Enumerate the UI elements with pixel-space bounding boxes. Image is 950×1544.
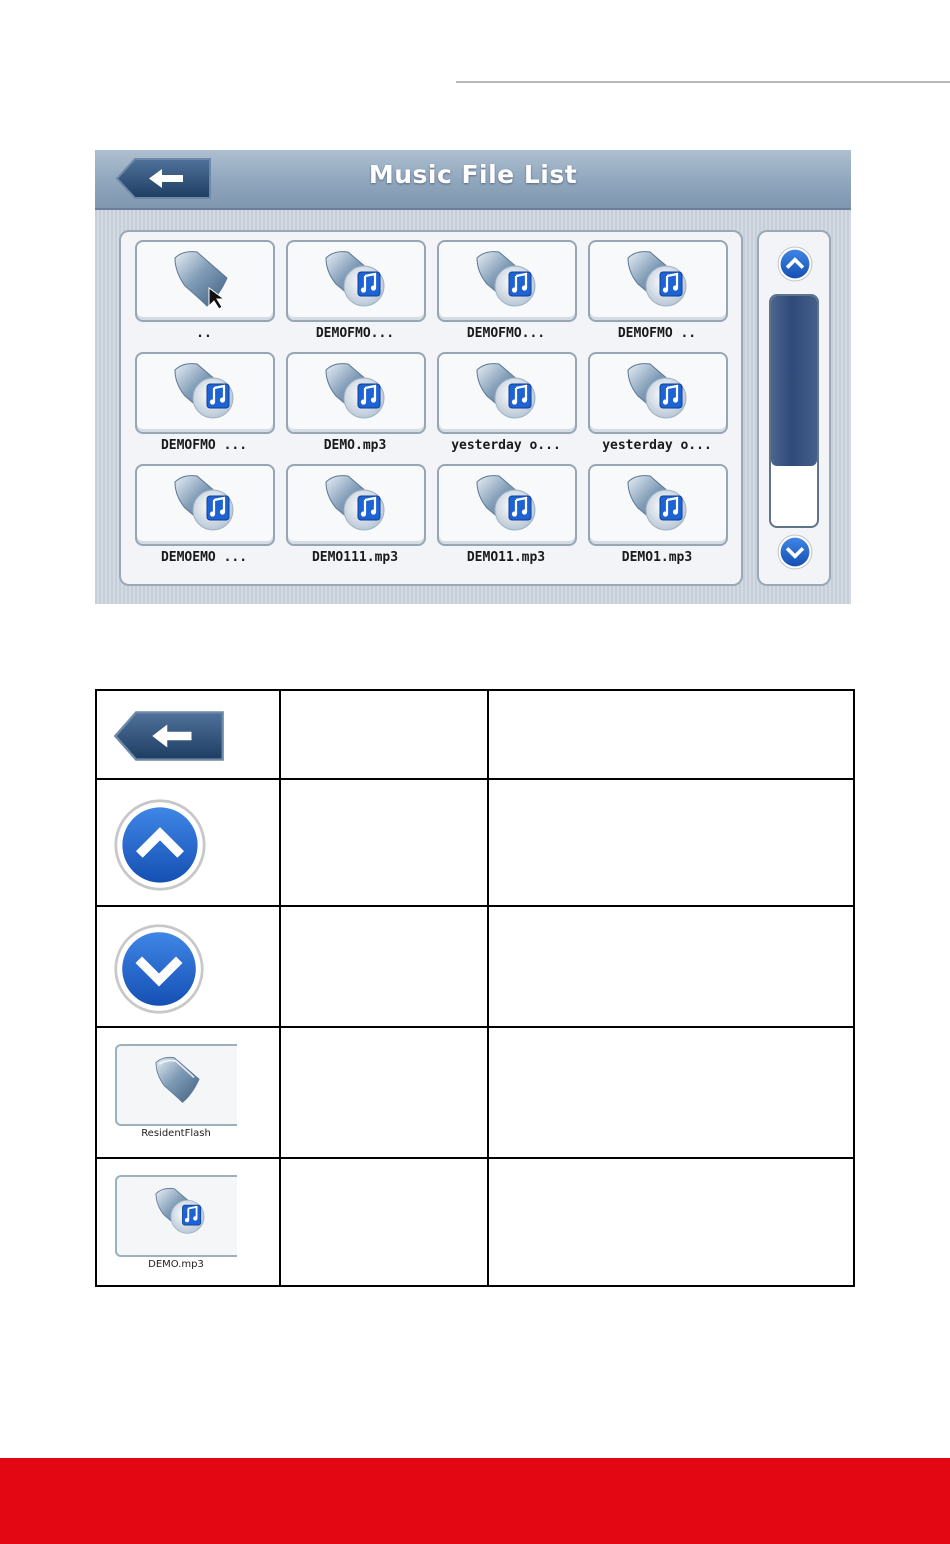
music-file-icon [622,248,692,310]
legend-folder-label: ResidentFlash [141,1128,211,1139]
legend-row [96,1158,854,1286]
folder-up-icon [169,248,239,310]
legend-music-label: DEMO.mp3 [148,1259,204,1270]
legend-name-cell [280,779,488,906]
music-file-icon [622,360,692,422]
music-file-icon [471,472,541,534]
legend-scroll-up [113,798,207,896]
legend-name-cell [280,1027,488,1158]
music-file-tile[interactable] [431,348,581,460]
music-file-icon [320,472,390,534]
scroll-panel [757,230,831,586]
scroll-up-icon [113,798,207,892]
folder-icon [151,1052,209,1108]
file-label: DEMO.mp3 [323,438,387,453]
file-label: DEMO1.mp3 [621,550,693,565]
legend-icon-cell [96,906,280,1027]
file-label: DEMO11.mp3 [466,550,546,565]
music-file-icon [151,1183,209,1239]
legend-row [96,906,854,1027]
screen-title: Music File List [368,160,578,189]
scroll-up-icon [777,246,813,282]
scroll-down-button[interactable] [777,534,813,574]
file-label: DEMOFMO... [466,326,546,341]
legend-icon-cell [96,1158,280,1286]
legend-description-cell [488,1027,854,1158]
music-file-tile[interactable] [280,348,430,460]
parent-folder-tile[interactable] [129,236,279,348]
legend-scroll-down [113,923,205,1019]
music-file-list-screen [95,150,851,604]
file-label: .. [196,326,212,341]
music-file-tile[interactable] [582,236,732,348]
icon-legend-table [95,689,855,1287]
file-label: DEMOFMO .. [617,326,697,341]
music-file-tile[interactable] [582,348,732,460]
legend-row [96,690,854,779]
legend-music-tile [115,1175,237,1281]
music-file-icon [320,248,390,310]
legend-folder-tile [115,1044,237,1150]
legend-description-cell [488,779,854,906]
scroll-down-icon [113,923,205,1015]
music-file-tile[interactable] [280,236,430,348]
music-file-icon [471,248,541,310]
legend-icon-cell [96,690,280,779]
music-file-tile[interactable] [582,460,732,572]
music-file-icon [320,360,390,422]
file-label: yesterday o... [602,438,712,453]
legend-icon-cell [96,1027,280,1158]
title-bar [95,150,851,210]
scrollbar-track[interactable] [769,294,819,528]
file-label: DEMOEMO ... [160,550,248,565]
music-file-tile[interactable] [129,460,279,572]
music-file-icon [169,360,239,422]
music-file-tile[interactable] [280,460,430,572]
file-label: DEMOFMO ... [160,438,248,453]
back-arrow-icon [113,710,225,762]
legend-icon-cell [96,779,280,906]
legend-name-cell [280,690,488,779]
file-label: DEMOFMO... [315,326,395,341]
legend-name-cell [280,1158,488,1286]
file-grid [119,230,743,586]
file-label: DEMO111.mp3 [311,550,399,565]
legend-back-button [113,710,225,762]
header-rule [456,81,950,83]
legend-row [96,1027,854,1158]
legend-description-cell [488,1158,854,1286]
music-file-tile[interactable] [129,348,279,460]
legend-description-cell [488,690,854,779]
legend-description-cell [488,906,854,1027]
music-file-icon [169,472,239,534]
music-file-tile[interactable] [431,236,581,348]
scrollbar-thumb[interactable] [771,296,817,466]
scroll-up-button[interactable] [777,246,813,286]
footer-bar [0,1458,950,1544]
music-file-icon [471,360,541,422]
scroll-down-icon [777,534,813,570]
file-label: yesterday o... [451,438,561,453]
legend-row [96,779,854,906]
legend-name-cell [280,906,488,1027]
music-file-icon [622,472,692,534]
music-file-tile[interactable] [431,460,581,572]
